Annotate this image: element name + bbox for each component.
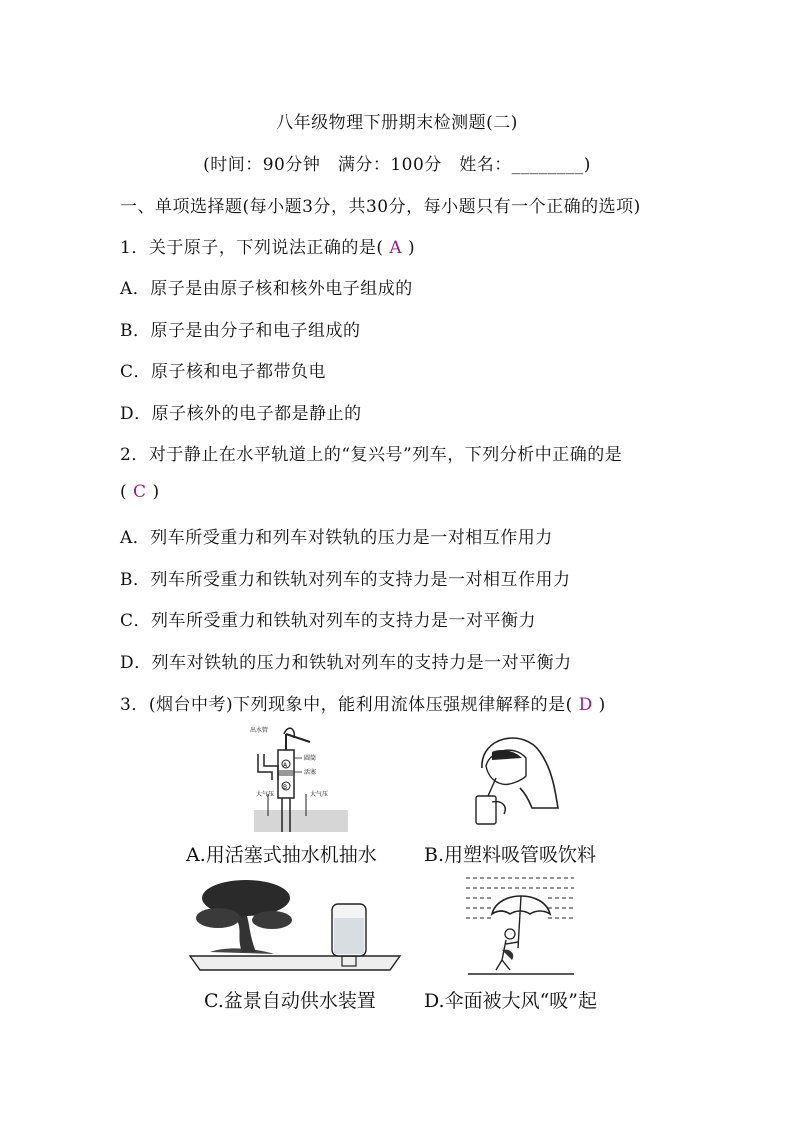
caption-b: B.用塑料吸管吸饮料 xyxy=(424,844,597,866)
option-a: A．列车所受重力和列车对铁轨的压力是一对相互作用力 xyxy=(120,528,553,548)
bonsai-figure xyxy=(186,870,404,982)
option-c: C．列车所受重力和铁轨对列车的支持力是一对平衡力 xyxy=(120,611,537,631)
option-d: D．列车对铁轨的压力和铁轨对列车的支持力是一对平衡力 xyxy=(120,653,572,673)
caption-a: A.用活塞式抽水机抽水 xyxy=(186,844,377,866)
answer: A xyxy=(389,238,403,258)
option-d: D．原子核外的电子都是静止的 xyxy=(120,404,362,424)
atm-left-label: 大气压 xyxy=(256,791,275,798)
valve-b-label: B xyxy=(283,784,288,791)
outlet-label: 出水管 xyxy=(250,727,269,734)
paren-open: ( xyxy=(120,482,128,502)
valve-a-label: A xyxy=(283,762,288,769)
atm-right-label: 大气压 xyxy=(310,791,329,798)
cylinder-label: 圆筒 xyxy=(304,755,317,762)
question-stem: 3．(烟台中考)下列现象中，能利用流体压强规律解释的是( xyxy=(120,695,573,715)
exam-info: (时间：90分钟 满分：100分 姓名：________) xyxy=(203,155,591,175)
paren-close: ) xyxy=(408,238,416,258)
question-2: 2．对于静止在水平轨道上的“复兴号”列车，下列分析中正确的是 xyxy=(120,445,623,465)
question-3 xyxy=(120,690,606,715)
answer: C xyxy=(133,482,147,502)
paren-close: ) xyxy=(152,482,160,502)
question-stem: 1．关于原子，下列说法正确的是( xyxy=(120,238,384,258)
piston-pump-figure xyxy=(248,724,353,836)
option-b: B．原子是由分子和电子组成的 xyxy=(120,321,361,341)
option-b: B．列车所受重力和铁轨对列车的支持力是一对相互作用力 xyxy=(120,570,571,590)
page-title: 八年级物理下册期末检测题(二) xyxy=(276,113,518,133)
straw-drinking-figure xyxy=(462,728,562,832)
question-1 xyxy=(120,233,415,258)
question-2-answer xyxy=(120,482,160,502)
answer: D xyxy=(578,695,593,715)
section-heading: 一、单项选择题(每小题3分，共30分，每小题只有一个正确的选项) xyxy=(120,197,641,217)
paren-close: ) xyxy=(598,695,606,715)
caption-d: D.伞面被大风“吸”起 xyxy=(424,990,598,1012)
caption-c: C.盆景自动供水装置 xyxy=(204,990,376,1012)
umbrella-wind-figure xyxy=(462,870,580,982)
piston-label: 活塞 xyxy=(304,769,317,776)
option-c: C．原子核和电子都带负电 xyxy=(120,362,327,382)
option-a: A．原子是由原子核和核外电子组成的 xyxy=(120,279,413,299)
